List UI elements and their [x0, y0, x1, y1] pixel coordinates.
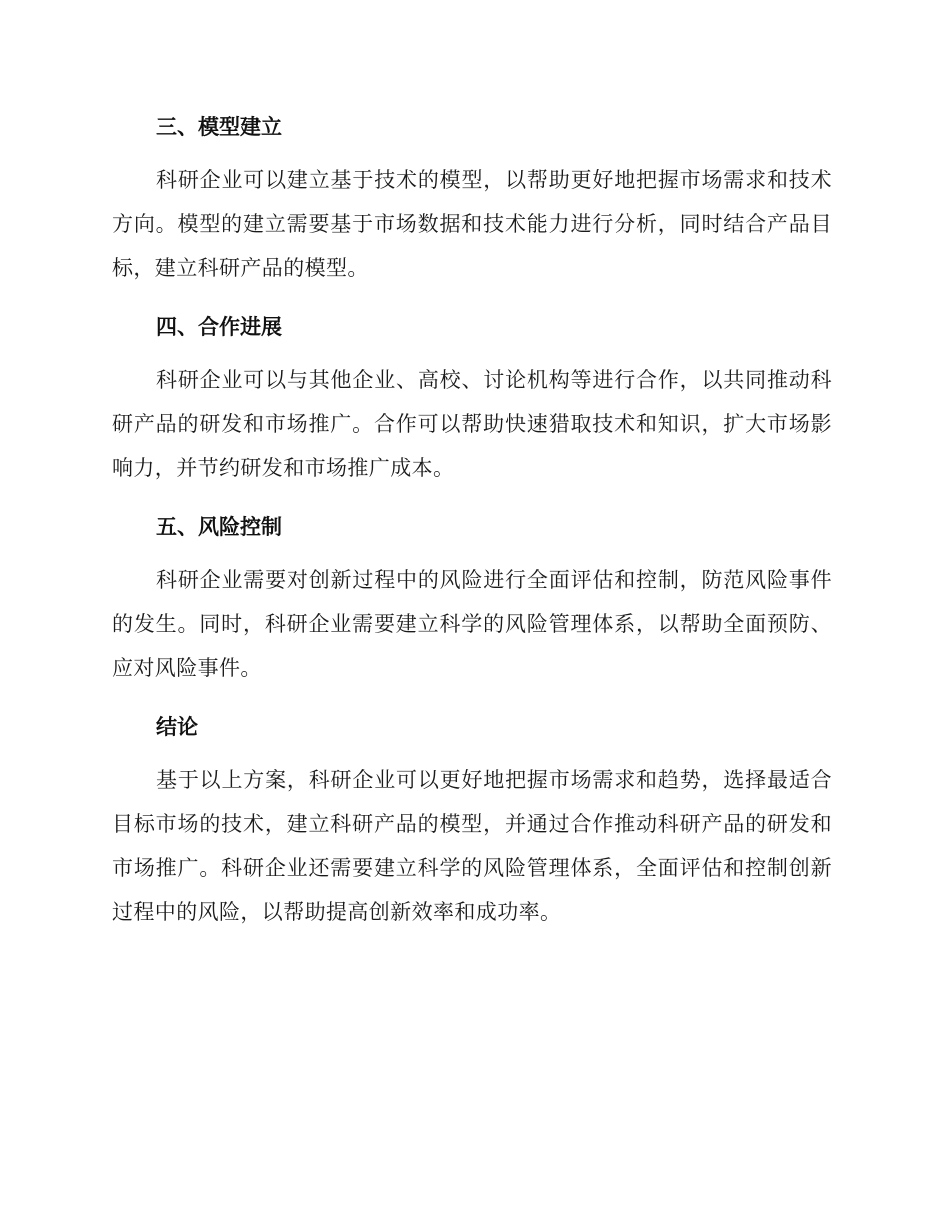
section-cooperation-progress — [112, 308, 832, 490]
section-heading: 五、风险控制 — [156, 515, 282, 539]
section-conclusion — [112, 708, 832, 934]
document-page — [112, 108, 832, 952]
section-paragraph: 科研企业需要对创新过程中的风险进行全面评估和控制，防范风险事件的发生。同时，科研企业需要建立科学的风险管理体系，以帮助全面预防、应对风险事件。 — [112, 568, 832, 680]
section-risk-control — [112, 508, 832, 690]
section-paragraph: 科研企业可以与其他企业、高校、讨论机构等进行合作，以共同推动科研产品的研发和市场推广。合作可以帮助快速猎取技术和知识，扩大市场影响力，并节约研发和市场推广成本。 — [112, 368, 832, 480]
section-model-building — [112, 108, 832, 290]
section-paragraph: 科研企业可以建立基于技术的模型，以帮助更好地把握市场需求和技术方向。模型的建立需要基于市场数据和技术能力进行分析，同时结合产品目标，建立科研产品的模型。 — [112, 168, 832, 280]
section-heading: 四、合作进展 — [156, 315, 282, 339]
section-heading: 三、模型建立 — [156, 115, 282, 139]
section-heading: 结论 — [156, 715, 198, 739]
section-paragraph: 基于以上方案，科研企业可以更好地把握市场需求和趋势，选择最适合目标市场的技术，建立科研产品的模型，并通过合作推动科研产品的研发和市场推广。科研企业还需要建立科学的风险管理体系，全面评估和控制创新过程中的风险，以帮助提高创新效率和成功率。 — [112, 768, 832, 924]
